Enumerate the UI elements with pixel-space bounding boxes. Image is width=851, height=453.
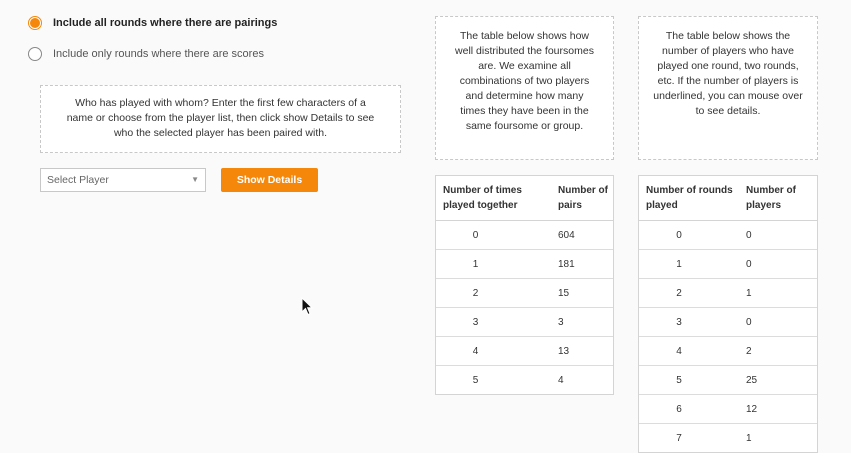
table-row <box>436 221 613 250</box>
cell-players: 1 <box>746 432 752 444</box>
cell-times: 1 <box>472 258 479 270</box>
pairs-table <box>435 175 614 395</box>
who-played-info <box>40 85 401 153</box>
show-details-button[interactable]: Show Details <box>221 168 318 192</box>
table-row <box>436 250 613 279</box>
cell-pairs: 4 <box>558 374 564 386</box>
player-select-placeholder: Select Player <box>47 174 109 186</box>
header-times-played: Number of times played together <box>443 185 522 211</box>
radio-all-rounds-label: Include all rounds where there are pairings <box>53 17 278 29</box>
mouse-pointer-icon <box>301 297 313 316</box>
cell-players: 1 <box>746 287 752 299</box>
table-header <box>436 176 613 221</box>
table-row <box>639 250 817 279</box>
cell-times: 4 <box>472 345 479 357</box>
rounds-description: The table below shows the number of players who have played one round, two rounds, etc. If the number of players is underlined, you can mouse over to see details. <box>653 30 803 117</box>
distribution-info <box>435 16 614 160</box>
table-header <box>639 176 817 221</box>
player-select[interactable] <box>40 168 206 192</box>
table-row <box>639 395 817 424</box>
cell-pairs: 15 <box>558 287 570 299</box>
cell-rounds: 1 <box>676 258 682 270</box>
cell-players: 0 <box>746 316 752 328</box>
cell-times: 3 <box>472 316 479 328</box>
cell-times: 2 <box>472 287 479 299</box>
cell-players: 0 <box>746 229 752 241</box>
rounds-info <box>638 16 818 160</box>
table-row <box>639 308 817 337</box>
distribution-description: The table below shows how well distributed the foursomes are. We examine all combinations of two players and determine how many times they have been in the same foursome or group. <box>455 30 594 132</box>
cell-pairs: 13 <box>558 345 570 357</box>
table-row <box>639 337 817 366</box>
cell-players: 2 <box>746 345 752 357</box>
chevron-down-icon: ▼ <box>191 175 199 184</box>
cell-rounds: 5 <box>676 374 682 386</box>
rounds-table <box>638 175 818 453</box>
radio-unselected-icon[interactable] <box>28 47 42 61</box>
who-played-description: Who has played with whom? Enter the first few characters of a name or choose from the player list, then click show Details to see who the selected player has been paired with. <box>66 97 375 139</box>
table-row <box>436 279 613 308</box>
radio-scored-rounds-label: Include only rounds where there are scores <box>53 48 264 60</box>
table-row <box>639 221 817 250</box>
radio-all-rounds[interactable] <box>28 16 277 30</box>
table-row <box>436 366 613 394</box>
cell-players: 25 <box>746 374 758 386</box>
table-row <box>436 337 613 366</box>
cell-rounds: 2 <box>676 287 682 299</box>
radio-selected-icon[interactable] <box>28 16 42 30</box>
cell-pairs: 604 <box>558 229 575 241</box>
cell-pairs: 181 <box>558 258 575 270</box>
cell-rounds: 3 <box>676 316 682 328</box>
cell-rounds: 4 <box>676 345 682 357</box>
cell-players: 12 <box>746 403 758 415</box>
cell-pairs: 3 <box>558 316 564 328</box>
header-num-pairs: Number of pairs <box>558 185 608 211</box>
table-row <box>639 424 817 452</box>
cell-rounds: 6 <box>676 403 682 415</box>
table-row <box>639 366 817 395</box>
table-row <box>436 308 613 337</box>
radio-scored-rounds[interactable] <box>28 47 264 61</box>
cell-rounds: 7 <box>676 432 682 444</box>
cell-times: 0 <box>472 229 479 241</box>
table-row <box>639 279 817 308</box>
header-rounds-played: Number of rounds played <box>646 185 733 211</box>
cell-times: 5 <box>472 374 479 386</box>
cell-rounds: 0 <box>676 229 682 241</box>
cell-players: 0 <box>746 258 752 270</box>
header-num-players: Number of players <box>746 185 796 211</box>
